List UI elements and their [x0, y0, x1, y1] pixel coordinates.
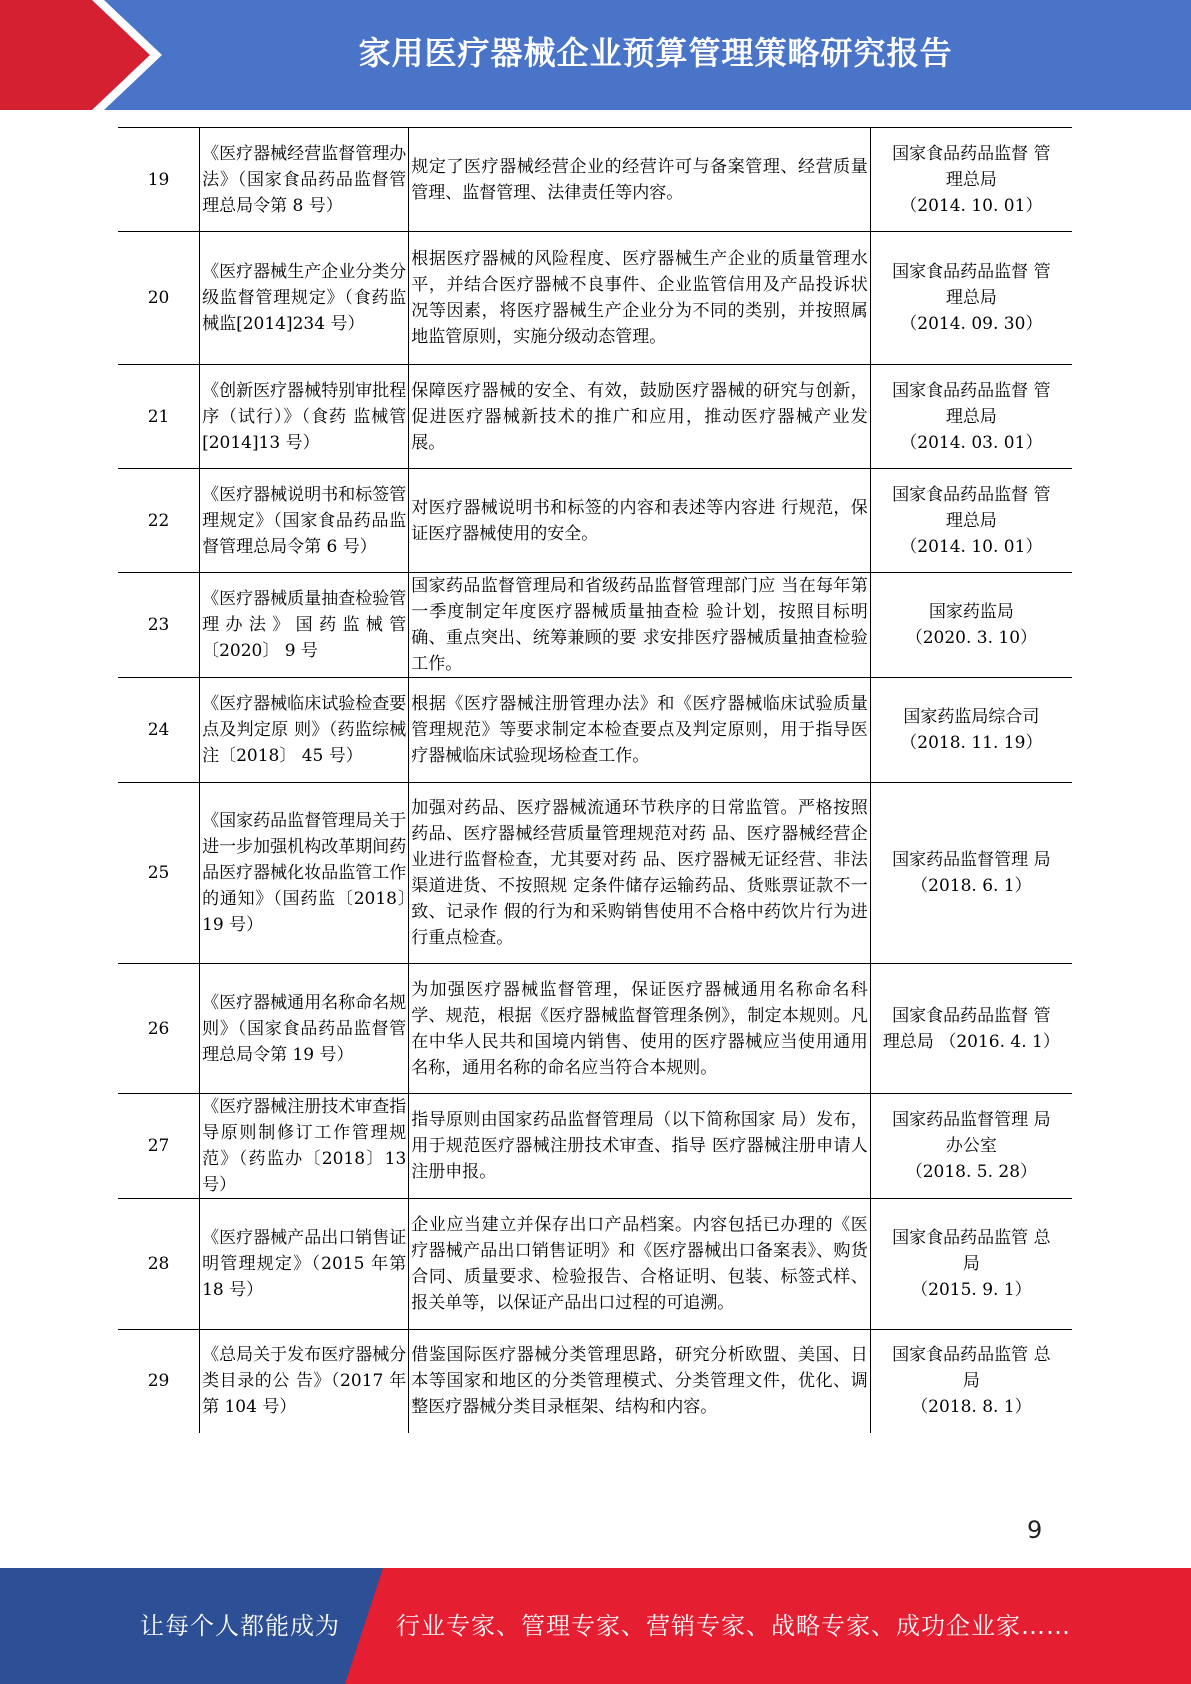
row-number: 19 [118, 128, 200, 232]
issuing-authority [870, 678, 1072, 783]
report-title: 家用医疗器械企业预算管理策略研究报告 [358, 34, 953, 72]
regulation-description: 加强对药品、医疗器械流通环节秩序的日常监管。严格按照药品、医疗器械经营质量管理规范对药 品、医疗器械经营企业进行监督检查，尤其要对药 品、医疗器械无证经营、非法渠道进货、不按照规 定条件储存运输药品、货账票证款不一致、记录作 假的行为和采购销售使用不合格中药饮片行为进 行重点检查。 [409, 783, 870, 964]
table-row [118, 232, 1072, 365]
regulation-name: 《医疗器械经营监督管理办法》（国家食品药品监督管理总局令第 8 号） [200, 128, 409, 232]
issuing-authority [870, 573, 1072, 678]
authority-line: （2014. 10. 01） [900, 536, 1043, 557]
footer-slogan-left: 让每个人都能成为 [140, 1612, 340, 1640]
table-row [118, 1199, 1072, 1330]
authority-line: 局 [962, 1254, 980, 1274]
regulation-name: 《国家药品监督管理局关于进一步加强机构改革期间药品医疗器械化妆品监管工作的通知》（国药监〔2018〕19 号） [200, 783, 409, 964]
authority-line: 国家药品监督管理 局 [892, 1110, 1051, 1130]
issuing-authority [870, 964, 1072, 1094]
regulation-description: 根据医疗器械的风险程度、医疗器械生产企业的质量管理水平，并结合医疗器械不良事件、企业监管信用及产品投诉状况等因素，将医疗器械生产企业分为不同的类别，并按照属地监管原则，实施分级动态管理。 [409, 232, 870, 365]
footer-slogan-right: 行业专家、管理专家、营销专家、战略专家、成功企业家…… [396, 1612, 1071, 1640]
regulation-name: 《医疗器械通用名称命名规则》（国家食品药品监督管理总局令第 19 号） [200, 964, 409, 1094]
row-number: 29 [118, 1330, 200, 1433]
row-number: 28 [118, 1199, 200, 1330]
table-row [118, 1330, 1072, 1433]
issuing-authority [870, 232, 1072, 365]
issuing-authority [870, 1199, 1072, 1330]
regulation-name: 《医疗器械产品出口销售证明管理规定》（2015 年第 18 号） [200, 1199, 409, 1330]
regulation-description: 规定了医疗器械经营企业的经营许可与备案管理、经营质量管理、监督管理、法律责任等内容。 [409, 128, 870, 232]
table-row [118, 128, 1072, 232]
authority-line: 国家食品药品监督 管 [892, 1005, 1051, 1026]
row-number: 20 [118, 232, 200, 365]
authority-line: 理总局 （2016. 4. 1） [882, 1031, 1060, 1052]
regulation-name: 《医疗器械说明书和标签管理规定》（国家食品药品监督管理总局令第 6 号） [200, 469, 409, 573]
authority-line: 国家药监局综合司 [903, 707, 1040, 727]
authority-line: 局 [962, 1371, 980, 1392]
authority-line: 国家食品药品监督 管 [892, 143, 1051, 164]
authority-line: （2014. 09. 30） [900, 314, 1043, 334]
regulation-name: 《医疗器械质量抽查检验管理办法》国药监械管〔2020〕 9 号 [200, 573, 409, 678]
table-row [118, 365, 1072, 469]
row-number: 27 [118, 1094, 200, 1199]
page-header [0, 0, 1191, 110]
regulation-description: 指导原则由国家药品监督管理局（以下简称国家 局）发布，用于规范医疗器械注册技术审查、指导 医疗器械注册申请人注册申报。 [409, 1094, 870, 1199]
regulation-description: 借鉴国际医疗器械分类管理思路，研究分析欧盟、美国、日本等国家和地区的分类管理模式、分类管理文件，优化、调整医疗器械分类目录框架、结构和内容。 [409, 1330, 870, 1433]
authority-line: 国家食品药品监管 总 [892, 1345, 1051, 1366]
issuing-authority [870, 128, 1072, 232]
authority-line: （2018. 5. 28） [905, 1162, 1038, 1182]
page-number: 9 [1027, 1516, 1043, 1544]
authority-line: 理总局 [945, 510, 997, 531]
authority-line: 国家食品药品监管 总 [892, 1228, 1051, 1248]
row-number: 21 [118, 365, 200, 469]
regulation-description: 为加强医疗器械监督管理，保证医疗器械通用名称命名科学、规范，根据《医疗器械监督管理条例》，制定本规则。凡在中华人民共和国境内销售、使用的医疗器械应当使用通用名称，通用名称的命名应当符合本规则。 [409, 964, 870, 1094]
row-number: 22 [118, 469, 200, 573]
issuing-authority [870, 783, 1072, 964]
regulation-description: 根据《医疗器械注册管理办法》和《医疗器械临床试验质量管理规范》等要求制定本检查要点及判定原则，用于指导医疗器械临床试验现场检查工作。 [409, 678, 870, 783]
authority-line: （2018. 8. 1） [911, 1397, 1032, 1418]
regulation-description: 对医疗器械说明书和标签的内容和表述等内容进 行规范，保证医疗器械使用的安全。 [409, 469, 870, 573]
regulation-name: 《医疗器械生产企业分类分级监督管理规定》（食药监械监[2014]234 号） [200, 232, 409, 365]
regulation-name: 《创新医疗器械特别审批程序（试行）》（食药 监械管[2014]13 号） [200, 365, 409, 469]
table-row [118, 783, 1072, 964]
regulation-name: 《医疗器械注册技术审查指导原则制修订工作管理规范》（药监办〔2018〕13 号） [200, 1094, 409, 1199]
issuing-authority [870, 1330, 1072, 1433]
authority-line: （2020. 3. 10） [905, 628, 1038, 648]
authority-line: 办公室 [945, 1136, 997, 1156]
authority-line: 国家食品药品监督 管 [892, 484, 1051, 505]
authority-line: （2014. 03. 01） [900, 432, 1043, 453]
row-number: 25 [118, 783, 200, 964]
row-number: 24 [118, 678, 200, 783]
table-row [118, 678, 1072, 783]
regulation-description: 国家药品监督管理局和省级药品监督管理部门应 当在每年第一季度制定年度医疗器械质量抽查检 验计划，按照目标明确、重点突出、统筹兼顾的要 求安排医疗器械质量抽查检验工作。 [409, 573, 870, 678]
row-number: 26 [118, 964, 200, 1094]
regulation-description: 保障医疗器械的安全、有效，鼓励医疗器械的研究与创新，促进医疗器械新技术的推广和应用，推动医疗器械产业发展。 [409, 365, 870, 469]
authority-line: 国家药监局 [928, 602, 1014, 622]
row-number: 23 [118, 573, 200, 678]
authority-line: （2015. 9. 1） [911, 1280, 1032, 1300]
table-row [118, 1094, 1072, 1199]
authority-line: （2014. 10. 01） [900, 195, 1043, 216]
authority-line: 理总局 [945, 288, 997, 308]
authority-line: 理总局 [945, 406, 997, 427]
regulation-name: 《医疗器械临床试验检查要点及判定原 则》（药监综械注〔2018〕 45 号） [200, 678, 409, 783]
page-footer [0, 1568, 1191, 1684]
authority-line: 国家药品监督管理 局 [892, 850, 1051, 870]
issuing-authority [870, 469, 1072, 573]
issuing-authority [870, 365, 1072, 469]
issuing-authority [870, 1094, 1072, 1199]
authority-line: 国家食品药品监督 管 [892, 380, 1051, 401]
table-row [118, 469, 1072, 573]
regulations-table [118, 127, 1072, 1433]
authority-line: （2018. 6. 1） [911, 876, 1032, 896]
table-row [118, 573, 1072, 678]
regulation-name: 《总局关于发布医疗器械分类目录的公 告》（2017 年第 104 号） [200, 1330, 409, 1433]
authority-line: （2018. 11. 19） [900, 733, 1043, 753]
regulation-description: 企业应当建立并保存出口产品档案。内容包括已办理的《医疗器械产品出口销售证明》和《医疗器械出口备案表》、购货合同、质量要求、检验报告、合格证明、包装、标签式样、报关单等，以保证产品出口过程的可追溯。 [409, 1199, 870, 1330]
table-row [118, 964, 1072, 1094]
authority-line: 国家食品药品监督 管 [892, 262, 1051, 282]
authority-line: 理总局 [945, 169, 997, 190]
